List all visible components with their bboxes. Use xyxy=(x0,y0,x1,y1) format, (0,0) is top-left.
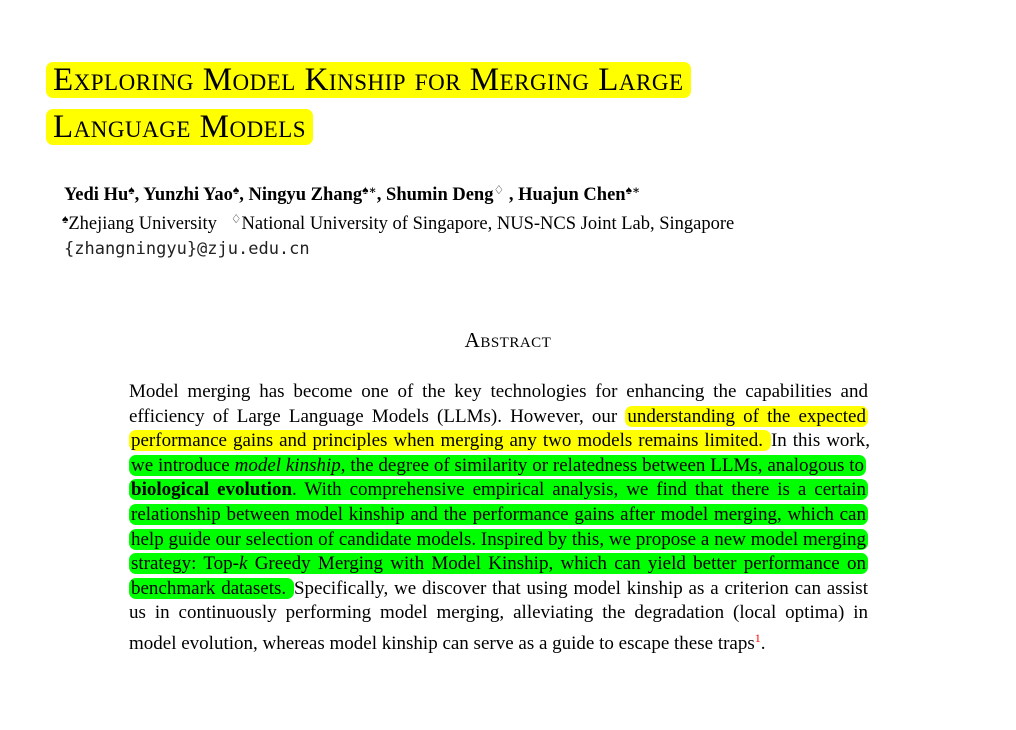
author-mark: ♠∗ xyxy=(362,183,377,197)
affiliation-1: Zhejiang University xyxy=(68,214,217,234)
abstract-end: . xyxy=(760,632,766,654)
author-mark: ♢ xyxy=(493,183,505,197)
abstract-text: In this work, xyxy=(770,430,870,452)
affiliation-mark: ♢ xyxy=(230,212,242,226)
yellow-highlight: understanding of the expected performance gains and principles when merging any two models remains limited. xyxy=(131,405,866,452)
author-mark: ♠ xyxy=(128,183,135,197)
affiliation-2: National University of Singapore, NUS-NCS Joint Lab, Singapore xyxy=(241,214,735,234)
term-biological-evolution: biological evolution xyxy=(131,479,293,501)
footnote-marker[interactable]: 1 xyxy=(754,630,761,645)
author-mark: ♠ xyxy=(232,183,240,197)
abstract-body xyxy=(129,380,868,657)
title-line-2: Language Models xyxy=(46,109,313,145)
affiliations xyxy=(62,212,734,235)
author-sep: , xyxy=(376,185,387,205)
author-mark: ♠∗ xyxy=(625,183,641,197)
abstract-text: Specifically, we discover that using model kinship as a criterion can assist us in continuously performing model merging, alleviating the degradation (local optima) in model evolution, whereas model kinship can serve as a guide to escape these traps xyxy=(129,577,868,654)
abstract-heading: Abstract xyxy=(464,328,552,352)
author-name: Shumin Deng xyxy=(386,185,494,205)
title-line-1: Exploring Model Kinship for Merging Large xyxy=(46,62,691,98)
term-k: k xyxy=(238,553,248,575)
author-sep: , xyxy=(504,185,519,205)
term-model-kinship: model kinship xyxy=(234,454,341,476)
contact-email: {zhangningyu}@zju.edu.cn xyxy=(64,239,310,259)
author-name: Huajun Chen xyxy=(518,185,626,205)
abstract-text: we introduce xyxy=(131,454,235,476)
affiliation-mark: ♠ xyxy=(62,212,69,226)
author-sep: , xyxy=(134,185,144,205)
abstract-text: Greedy Merging with Model Kinship, which can yield better performance on benchmark datasets. xyxy=(131,553,866,599)
author-name: Ningyu Zhang xyxy=(248,185,363,205)
author-sep: , xyxy=(239,185,249,205)
abstract-text: . With comprehensive empirical analysis, we find that there is a certain relationship between model kinship and the performance gains after model merging, which can help guide our selection of candidate models. Inspired by this, we propose a new model merging strategy: Top- xyxy=(131,479,866,575)
author-list xyxy=(64,183,640,206)
author-name: Yedi Hu xyxy=(64,185,129,205)
author-name: Yunzhi Yao xyxy=(143,185,233,205)
abstract-text: Model merging has become one of the key technologies for enhancing the capabilities and efficiency of Large Language Models (LLMs). However, our xyxy=(129,381,868,427)
abstract-text: , the degree of similarity or relatedness between LLMs, analogous to xyxy=(340,454,865,476)
paper-title xyxy=(46,57,986,151)
